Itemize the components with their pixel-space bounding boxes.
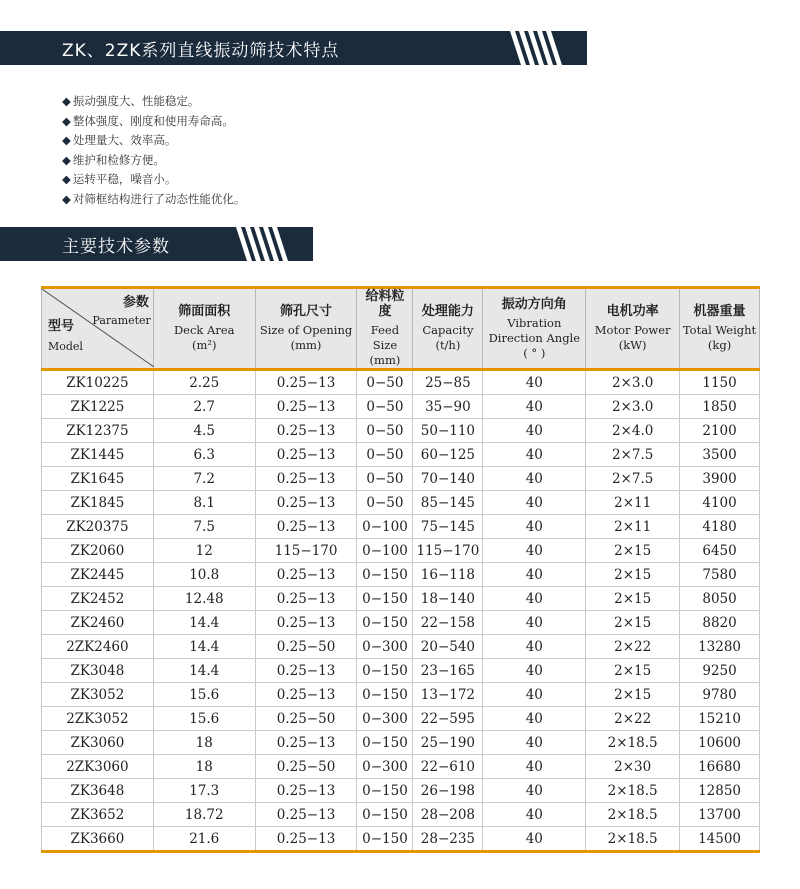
cell-angle: 40	[483, 395, 586, 419]
feature-list	[62, 92, 245, 210]
cell-capacity: 23−165	[413, 659, 483, 683]
cell-weight: 8820	[680, 611, 760, 635]
section-title: ZK、2ZK系列直线振动筛技术特点	[62, 40, 340, 61]
cell-opening: 0.25−13	[255, 731, 357, 755]
corner-param-zh: 参数	[122, 295, 149, 310]
cell-model: 2ZK2460	[42, 635, 154, 659]
cell-angle: 40	[483, 587, 586, 611]
cell-capacity: 20−540	[413, 635, 483, 659]
cell-motor-power: 2×3.0	[586, 395, 680, 419]
cell-angle: 40	[483, 370, 586, 395]
table-row	[42, 707, 760, 731]
cell-angle: 40	[483, 443, 586, 467]
cell-feed-size: 0−150	[357, 611, 413, 635]
cell-capacity: 75−145	[413, 515, 483, 539]
cell-opening: 0.25−50	[255, 707, 357, 731]
table-row	[42, 755, 760, 779]
cell-feed-size: 0−150	[357, 827, 413, 852]
stripes-decoration-icon	[236, 227, 291, 261]
cell-capacity: 70−140	[413, 467, 483, 491]
cell-weight: 12850	[680, 779, 760, 803]
cell-angle: 40	[483, 419, 586, 443]
cell-weight: 3900	[680, 467, 760, 491]
cell-motor-power: 2×15	[586, 659, 680, 683]
cell-motor-power: 2×7.5	[586, 443, 680, 467]
cell-capacity: 85−145	[413, 491, 483, 515]
cell-model: ZK2445	[42, 563, 154, 587]
cell-capacity: 22−610	[413, 755, 483, 779]
cell-angle: 40	[483, 731, 586, 755]
cell-angle: 40	[483, 683, 586, 707]
cell-opening: 0.25−13	[255, 563, 357, 587]
cell-motor-power: 2×3.0	[586, 370, 680, 395]
table-body	[42, 370, 760, 852]
cell-model: ZK3660	[42, 827, 154, 852]
cell-feed-size: 0−300	[357, 635, 413, 659]
cell-angle: 40	[483, 659, 586, 683]
cell-deck-area: 2.25	[153, 370, 255, 395]
cell-angle: 40	[483, 707, 586, 731]
cell-angle: 40	[483, 755, 586, 779]
cell-opening: 0.25−13	[255, 467, 357, 491]
cell-model: ZK3060	[42, 731, 154, 755]
feature-item: ◆ 运转平稳，噪音小。	[62, 170, 245, 190]
cell-capacity: 16−118	[413, 563, 483, 587]
feature-item: ◆ 振动强度大、性能稳定。	[62, 92, 245, 112]
cell-model: 2ZK3052	[42, 707, 154, 731]
table-row	[42, 419, 760, 443]
col-angle: 振动方向角 Vibration Direction Angle ( ° )	[483, 288, 586, 370]
cell-weight: 15210	[680, 707, 760, 731]
corner-model-en: Model	[48, 340, 83, 353]
cell-model: ZK20375	[42, 515, 154, 539]
cell-capacity: 22−158	[413, 611, 483, 635]
cell-weight: 13280	[680, 635, 760, 659]
cell-feed-size: 0−50	[357, 419, 413, 443]
cell-deck-area: 4.5	[153, 419, 255, 443]
cell-weight: 7580	[680, 563, 760, 587]
section-banner-features	[0, 31, 587, 65]
cell-weight: 4100	[680, 491, 760, 515]
cell-motor-power: 2×15	[586, 683, 680, 707]
table-row	[42, 370, 760, 395]
cell-angle: 40	[483, 491, 586, 515]
cell-angle: 40	[483, 467, 586, 491]
cell-model: ZK3652	[42, 803, 154, 827]
cell-angle: 40	[483, 539, 586, 563]
cell-deck-area: 7.2	[153, 467, 255, 491]
cell-feed-size: 0−50	[357, 467, 413, 491]
col-deck-area: 筛面面积 Deck Area (m²)	[153, 288, 255, 370]
cell-feed-size: 0−50	[357, 370, 413, 395]
corner-header	[42, 288, 154, 370]
cell-weight: 6450	[680, 539, 760, 563]
cell-weight: 3500	[680, 443, 760, 467]
cell-deck-area: 14.4	[153, 611, 255, 635]
cell-opening: 0.25−13	[255, 683, 357, 707]
table-row	[42, 467, 760, 491]
cell-capacity: 115−170	[413, 539, 483, 563]
cell-opening: 0.25−13	[255, 803, 357, 827]
cell-deck-area: 7.5	[153, 515, 255, 539]
cell-angle: 40	[483, 563, 586, 587]
cell-deck-area: 17.3	[153, 779, 255, 803]
cell-model: ZK2060	[42, 539, 154, 563]
cell-angle: 40	[483, 779, 586, 803]
cell-motor-power: 2×11	[586, 491, 680, 515]
corner-param-en: Parameter	[92, 314, 151, 327]
cell-weight: 13700	[680, 803, 760, 827]
cell-motor-power: 2×15	[586, 587, 680, 611]
cell-opening: 0.25−13	[255, 419, 357, 443]
cell-opening: 0.25−13	[255, 370, 357, 395]
cell-motor-power: 2×22	[586, 635, 680, 659]
cell-feed-size: 0−300	[357, 755, 413, 779]
cell-deck-area: 6.3	[153, 443, 255, 467]
table-header-row	[42, 288, 760, 370]
cell-feed-size: 0−150	[357, 659, 413, 683]
cell-motor-power: 2×18.5	[586, 827, 680, 852]
cell-opening: 0.25−13	[255, 659, 357, 683]
cell-model: ZK1445	[42, 443, 154, 467]
cell-motor-power: 2×18.5	[586, 803, 680, 827]
table-row	[42, 611, 760, 635]
stripes-decoration-icon	[510, 31, 565, 65]
table-row	[42, 539, 760, 563]
col-capacity: 处理能力 Capacity (t/h)	[413, 288, 483, 370]
cell-model: ZK3648	[42, 779, 154, 803]
table-row	[42, 515, 760, 539]
cell-capacity: 25−190	[413, 731, 483, 755]
cell-feed-size: 0−150	[357, 731, 413, 755]
cell-deck-area: 12.48	[153, 587, 255, 611]
cell-opening: 0.25−13	[255, 611, 357, 635]
cell-motor-power: 2×11	[586, 515, 680, 539]
table-row	[42, 395, 760, 419]
cell-motor-power: 2×7.5	[586, 467, 680, 491]
cell-opening: 0.25−50	[255, 635, 357, 659]
cell-weight: 1850	[680, 395, 760, 419]
cell-model: ZK1645	[42, 467, 154, 491]
col-opening: 筛孔尺寸 Size of Opening (mm)	[255, 288, 357, 370]
cell-capacity: 25−85	[413, 370, 483, 395]
spec-table	[41, 286, 760, 853]
section-banner-params	[0, 227, 313, 261]
cell-weight: 9250	[680, 659, 760, 683]
cell-motor-power: 2×30	[586, 755, 680, 779]
cell-motor-power: 2×18.5	[586, 779, 680, 803]
cell-feed-size: 0−150	[357, 683, 413, 707]
cell-capacity: 26−198	[413, 779, 483, 803]
cell-deck-area: 2.7	[153, 395, 255, 419]
cell-model: ZK2460	[42, 611, 154, 635]
cell-angle: 40	[483, 635, 586, 659]
cell-opening: 0.25−13	[255, 515, 357, 539]
cell-angle: 40	[483, 803, 586, 827]
cell-capacity: 28−235	[413, 827, 483, 852]
cell-opening: 0.25−50	[255, 755, 357, 779]
cell-weight: 8050	[680, 587, 760, 611]
cell-opening: 0.25−13	[255, 827, 357, 852]
cell-weight: 10600	[680, 731, 760, 755]
table-row	[42, 659, 760, 683]
cell-feed-size: 0−50	[357, 491, 413, 515]
cell-opening: 0.25−13	[255, 491, 357, 515]
cell-weight: 4180	[680, 515, 760, 539]
cell-capacity: 35−90	[413, 395, 483, 419]
cell-opening: 0.25−13	[255, 779, 357, 803]
cell-model: ZK3048	[42, 659, 154, 683]
cell-motor-power: 2×15	[586, 563, 680, 587]
cell-deck-area: 14.4	[153, 635, 255, 659]
cell-angle: 40	[483, 611, 586, 635]
feature-item: ◆ 整体强度、刚度和使用寿命高。	[62, 112, 245, 132]
cell-capacity: 50−110	[413, 419, 483, 443]
cell-feed-size: 0−150	[357, 803, 413, 827]
feature-item: ◆ 维护和检修方便。	[62, 151, 245, 171]
col-weight: 机器重量 Total Weight (kg)	[680, 288, 760, 370]
cell-capacity: 22−595	[413, 707, 483, 731]
cell-weight: 1150	[680, 370, 760, 395]
cell-weight: 9780	[680, 683, 760, 707]
cell-deck-area: 18.72	[153, 803, 255, 827]
table-row	[42, 683, 760, 707]
table-row	[42, 491, 760, 515]
cell-deck-area: 14.4	[153, 659, 255, 683]
cell-deck-area: 18	[153, 755, 255, 779]
table-row	[42, 827, 760, 852]
cell-motor-power: 2×18.5	[586, 731, 680, 755]
cell-model: 2ZK3060	[42, 755, 154, 779]
cell-model: ZK2452	[42, 587, 154, 611]
cell-capacity: 18−140	[413, 587, 483, 611]
cell-deck-area: 8.1	[153, 491, 255, 515]
cell-model: ZK10225	[42, 370, 154, 395]
col-motor-power: 电机功率 Motor Power (kW)	[586, 288, 680, 370]
cell-feed-size: 0−50	[357, 395, 413, 419]
cell-feed-size: 0−300	[357, 707, 413, 731]
cell-motor-power: 2×15	[586, 611, 680, 635]
cell-feed-size: 0−50	[357, 443, 413, 467]
cell-weight: 16680	[680, 755, 760, 779]
cell-feed-size: 0−150	[357, 587, 413, 611]
cell-feed-size: 0−150	[357, 563, 413, 587]
cell-opening: 0.25−13	[255, 443, 357, 467]
section-title: 主要技术参数	[62, 236, 170, 257]
cell-capacity: 28−208	[413, 803, 483, 827]
table-row	[42, 635, 760, 659]
col-feed-size: 给料粒度 Feed Size (mm)	[357, 288, 413, 370]
cell-model: ZK12375	[42, 419, 154, 443]
cell-weight: 14500	[680, 827, 760, 852]
table-row	[42, 587, 760, 611]
cell-motor-power: 2×15	[586, 539, 680, 563]
cell-deck-area: 18	[153, 731, 255, 755]
cell-deck-area: 21.6	[153, 827, 255, 852]
cell-feed-size: 0−150	[357, 779, 413, 803]
cell-deck-area: 15.6	[153, 683, 255, 707]
table-row	[42, 443, 760, 467]
table-row	[42, 563, 760, 587]
cell-model: ZK1225	[42, 395, 154, 419]
cell-opening: 0.25−13	[255, 395, 357, 419]
table-row	[42, 779, 760, 803]
cell-capacity: 60−125	[413, 443, 483, 467]
table-row	[42, 803, 760, 827]
cell-opening: 0.25−13	[255, 587, 357, 611]
table-row	[42, 731, 760, 755]
cell-deck-area: 10.8	[153, 563, 255, 587]
cell-deck-area: 15.6	[153, 707, 255, 731]
corner-model-zh: 型号	[48, 319, 75, 334]
cell-capacity: 13−172	[413, 683, 483, 707]
cell-angle: 40	[483, 515, 586, 539]
cell-model: ZK3052	[42, 683, 154, 707]
cell-feed-size: 0−100	[357, 515, 413, 539]
cell-model: ZK1845	[42, 491, 154, 515]
cell-deck-area: 12	[153, 539, 255, 563]
feature-item: ◆ 对筛框结构进行了动态性能优化。	[62, 190, 245, 210]
cell-angle: 40	[483, 827, 586, 852]
cell-motor-power: 2×4.0	[586, 419, 680, 443]
cell-weight: 2100	[680, 419, 760, 443]
cell-feed-size: 0−100	[357, 539, 413, 563]
feature-item: ◆ 处理量大、效率高。	[62, 131, 245, 151]
cell-opening: 115−170	[255, 539, 357, 563]
cell-motor-power: 2×22	[586, 707, 680, 731]
